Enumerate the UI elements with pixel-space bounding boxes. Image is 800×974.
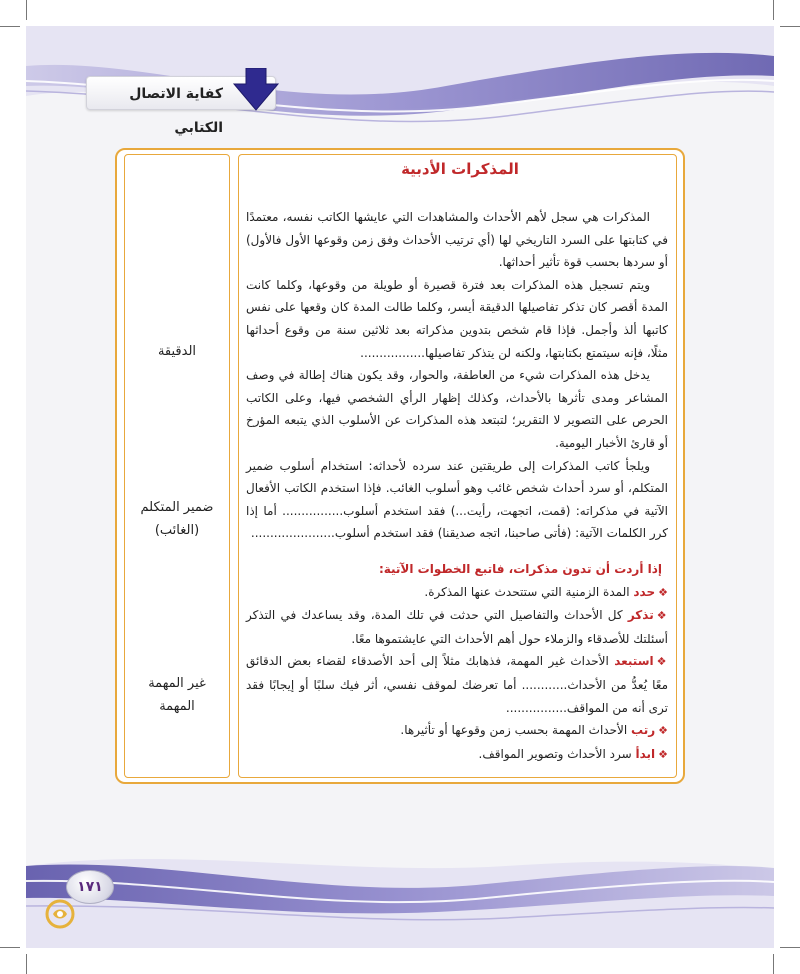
- paragraph-style: يدخل هذه المذكرات شيء من العاطفة، والحوار، وقد يكون هناك إطالة في وصف المشاعر ومدى تأثرها بالأحداث، وكذلك إظهار الرأي الشخصي فيها، وعلى الكاتب الحرص على التصوير لا التقرير؛ لتبتعد هذه المذكرات عن الأسلوب الذي يتبعه المؤرخ أو قارئ الأخبار اليومية.: [246, 368, 668, 450]
- diamond-bullet-icon: ❖: [658, 724, 668, 738]
- step-text: الأحداث المهمة بحسب زمن وقوعها أو تأثيرها.: [400, 723, 631, 738]
- diamond-bullet-icon: ❖: [656, 609, 668, 623]
- section-title: كفاية الاتصال الكتابي: [129, 86, 223, 136]
- step-verb: رتب: [631, 723, 656, 738]
- step-item: [246, 650, 668, 719]
- bottom-wave-decoration: [26, 826, 774, 948]
- crop-mark: [26, 954, 27, 974]
- crop-mark: [780, 26, 800, 27]
- answer-unimportant: غير المهمة: [148, 676, 206, 691]
- crop-mark: [0, 26, 20, 27]
- step-item: [246, 743, 668, 767]
- steps-list: [246, 581, 668, 767]
- step-verb: تذكر: [627, 608, 654, 623]
- step-item: [246, 604, 668, 650]
- arrow-down-icon: [232, 68, 280, 112]
- step-text: المدة الزمنية التي ستتحدث عنها المذكرة.: [424, 584, 634, 599]
- page-number: ١٧١: [66, 870, 114, 904]
- step-text: سرد الأحداث وتصوير المواقف.: [478, 746, 636, 761]
- answer-first-person: ضمير المتكلم: [140, 500, 214, 515]
- diamond-bullet-icon: ❖: [658, 747, 668, 761]
- step-verb: ابدأ: [635, 746, 656, 761]
- step-text: الأحداث غير المهمة، فذهابك مثلاً إلى أحد الأصدقاء لقضاء بعض الدقائق معًا يُعدُّ من الأحداث............ أما تعرضك لموقف نفسي، أثر فيك سلبًا أو إيجابًا فقد ترى أنه من المواقف................: [246, 654, 668, 715]
- answer-daqiqa: الدقيقة: [157, 344, 197, 359]
- crop-mark: [773, 954, 774, 974]
- paragraph-definition: المذكرات هي سجل لأهم الأحداث والمشاهدات التي عايشها الكاتب نفسه، معتمدًا في كتابتها على السرد التاريخي لها (أي ترتيب الأحداث وفق زمن وقوعها الأول فالأول) أو سردها بحسب قوة تأثير أحداثها.: [246, 210, 668, 270]
- steps-heading: إذا أردت أن تدون مذكرات، فاتبع الخطوات الآتية:: [378, 562, 662, 576]
- diamond-bullet-icon: ❖: [656, 655, 668, 669]
- answer-important: المهمة: [159, 699, 195, 714]
- step-verb: استبعد: [614, 654, 654, 669]
- diamond-bullet-icon: ❖: [658, 585, 668, 599]
- step-text: كل الأحداث والتفاصيل التي حدثت في تلك المدة، وقد يساعدك في التذكر أسئلتك للأصدقاء والزملاء حول أهم الأحداث التي عايشتموها معًا.: [246, 608, 668, 646]
- step-verb: حدد: [633, 584, 656, 599]
- paragraph-timing: ويتم تسجيل هذه المذكرات بعد فترة قصيرة أو طويلة من وقوعها، وكلما كانت المدة أقصر كان تذكر تفاصيلها الدقيقة أيسر، وكلما طالت المدة كان وقعها على نفس كاتبها ألذ وأجمل. فإذا قام شخص بتدوين مذكراته بعد ثلاثين سنة من وقوع أحداثها مثلًا، فإنه سيتمتع بكتابتها، ولكنه لن يتذكر تفاصيلها.................: [246, 277, 668, 360]
- lesson-body: [246, 206, 668, 545]
- publisher-logo-icon: [44, 898, 76, 930]
- step-item: [246, 581, 668, 605]
- crop-mark: [773, 0, 774, 20]
- crop-mark: [780, 947, 800, 948]
- crop-mark: [26, 0, 27, 20]
- steps-section: [246, 558, 668, 766]
- crop-mark: [0, 947, 20, 948]
- lesson-title: المذكرات الأدبية: [401, 160, 519, 178]
- paragraph-narration: ويلجأ كاتب المذكرات إلى طريقتين عند سرده لأحداثه: استخدام أسلوب ضمير المتكلم، أو سرد أحداث شخص غائب وهو أسلوب الغائب. فإذا استخدم الكاتب الأفعال الآتية في مذكراته: (قمت، اتجهت، رأيت...) فقد استخدم أسلوب................ أما إذا كرر الكلمات الآتية: (فأتى صاحبنا، اتجه صديقنا) فقد استخدم أسلوب......................: [246, 458, 668, 541]
- step-item: [246, 719, 668, 743]
- answer-third-person: (الغائب): [154, 523, 200, 538]
